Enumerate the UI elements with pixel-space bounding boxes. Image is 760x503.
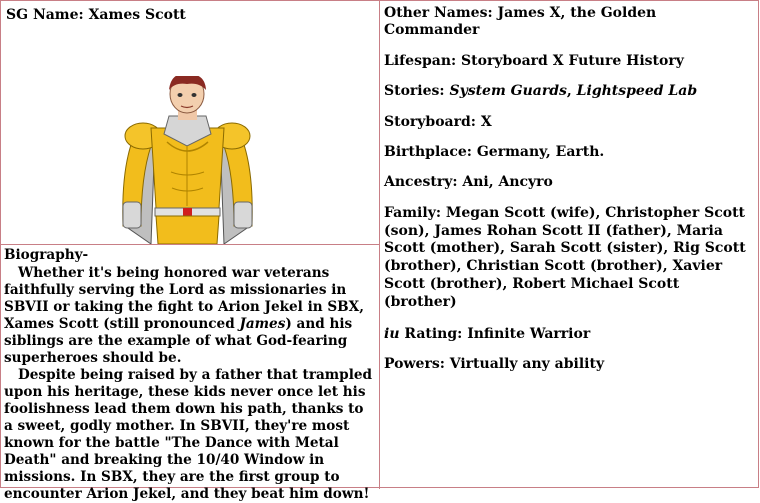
stories-label: Stories: — [384, 83, 450, 100]
bio-text: ) and his siblings are the example of what God-fearing superheroes should be. — [4, 316, 353, 366]
family: Family: Megan Scott (wife), Christopher Scott (son), James Rohan Scott II (father), Maria Scott (mother), Sarah Scott (sister), Rig Scott (brother), Christian Scott (brother), Xavier Scott (brother), Robert Michael Scott (brother) — [384, 204, 746, 310]
ancestry: Ancestry: Ani, Ancyro — [384, 174, 553, 191]
biography — [4, 247, 376, 503]
biography-paragraph-1 — [4, 265, 376, 367]
storyboard: Storyboard: X — [384, 113, 492, 130]
story-title: System Guards — [449, 83, 567, 100]
story-title: Lightspeed Lab — [576, 83, 698, 100]
rating-text: Rating: Infinite Warrior — [399, 325, 591, 342]
biography-heading: Biography- — [4, 247, 89, 263]
hero-portrait — [115, 76, 260, 244]
info-column — [384, 5, 756, 386]
bio-italic-name: James — [239, 316, 286, 332]
rating — [384, 326, 756, 343]
bio-text: Whether it's being honored war veterans faithfully serving the Lord as missionaries in SBVII or taking the fight to Arion Jekel in SBX, Xames Scott (still pronounced — [4, 265, 364, 332]
stories-separator: , — [566, 83, 577, 100]
rating-prefix: iu — [384, 325, 400, 342]
biography-paragraph-2: Despite being raised by a father that trampled upon his heritage, these kids never once let his foolishness lead them down his path, thanks to a sweet, godly mother. In SBVII, they're most known for the battle "The Dance with Metal Death" and breaking the 10/40 Window in missions. In SBX, they are the first group to encounter Arion Jekel, and they beat him down! — [4, 367, 373, 502]
stories — [384, 83, 756, 100]
lifespan: Lifespan: Storyboard X Future History — [384, 52, 684, 69]
sg-name: SG Name: Xames Scott — [6, 7, 186, 23]
row-divider — [0, 244, 380, 245]
birthplace: Birthplace: Germany, Earth. — [384, 144, 605, 161]
other-names: Other Names: James X, the Golden Commander — [384, 5, 657, 39]
powers: Powers: Virtually any ability — [384, 356, 605, 373]
